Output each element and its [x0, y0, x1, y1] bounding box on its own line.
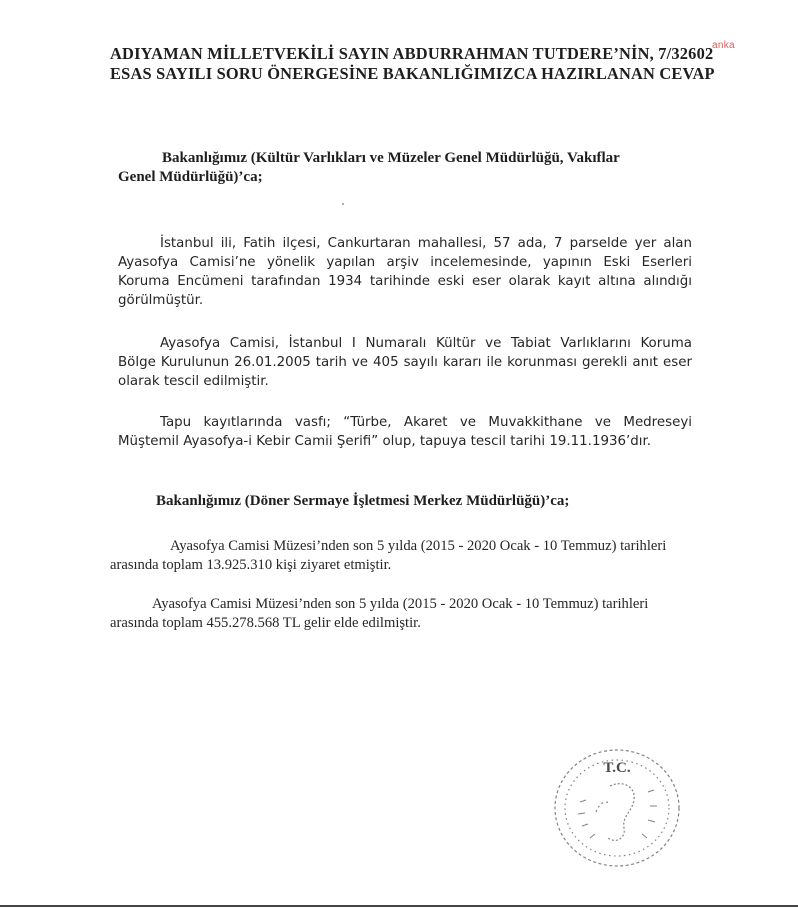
seal-icon [550, 742, 684, 872]
paragraph-line: Bölge Kurulunun 26.01.2005 tarih ve 405 sayılı kararı ile korunması gerekli anıt eser [118, 355, 692, 370]
title-line-1: ADIYAMAN MİLLETVEKİLİ SAYIN ABDURRAHMAN TUTDERE’NİN, 7/32602 [110, 44, 714, 63]
scan-speck [342, 203, 344, 205]
paragraph-line: görülmüştür. [118, 293, 204, 308]
section-2-paragraph-2 [110, 595, 690, 633]
section-1-paragraph-2 [118, 334, 692, 391]
watermark-logo: anka [712, 40, 735, 51]
page-bottom-edge [0, 905, 798, 907]
paragraph-line: arasında toplam 455.278.568 TL gelir elde edilmiştir. [110, 615, 421, 631]
paragraph-line: Koruma Encümeni tarafından 1934 tarihinde eski eser olarak kayıt altına alındığı [118, 274, 692, 289]
paragraph-line: Ayasofya Camisi Müzesi’nden son 5 yılda (2015 - 2020 Ocak - 10 Temmuz) tarihleri [152, 596, 649, 612]
paragraph-line: Tapu kayıtlarında vasfı; “Türbe, Akaret ve Muvakkithane ve Medreseyi [160, 415, 692, 430]
paragraph-line: İstanbul ili, Fatih ilçesi, Cankurtaran mahallesi, 57 ada, 7 parselde yer alan [160, 236, 692, 251]
section-2-paragraph-1 [110, 537, 690, 575]
section-1-heading [118, 149, 693, 187]
section-1-paragraph-3 [118, 413, 692, 451]
section-2-heading: Bakanlığımız (Döner Sermaye İşletmesi Merkez Müdürlüğü)’ca; [156, 493, 570, 509]
document-title [110, 44, 715, 84]
section-1-heading-line-2: Genel Müdürlüğü)’ca; [118, 169, 263, 185]
paragraph-line: arasında toplam 13.925.310 kişi ziyaret etmiştir. [110, 557, 392, 573]
paragraph-line: olarak tescil edilmiştir. [118, 374, 269, 389]
paragraph-line: Ayasofya Camisi Müzesi’nden son 5 yılda (2015 - 2020 Ocak - 10 Temmuz) tarihleri [170, 538, 667, 554]
seal-text: T.C. [603, 760, 631, 776]
paragraph-line: Ayasofya Camisi, İstanbul I Numaralı Kültür ve Tabiat Varlıklarını Koruma [160, 336, 692, 351]
title-line-2: ESAS SAYILI SORU ÖNERGESİNE BAKANLIĞIMIZCA HAZIRLANAN CEVAP [110, 64, 715, 83]
paragraph-line: Müştemil Ayasofya-i Kebir Camii Şerifi” olup, tapuya tescil tarihi 19.11.1936’dır. [118, 434, 652, 449]
official-seal-stamp [550, 742, 684, 872]
section-1-paragraph-1 [118, 234, 692, 310]
section-1-heading-line-1: Bakanlığımız (Kültür Varlıkları ve Müzeler Genel Müdürlüğü, Vakıflar [162, 150, 620, 166]
paragraph-line: Ayasofya Camisi’ne yönelik yapılan arşiv incelemesinde, yapının Eski Eserleri [118, 255, 692, 270]
